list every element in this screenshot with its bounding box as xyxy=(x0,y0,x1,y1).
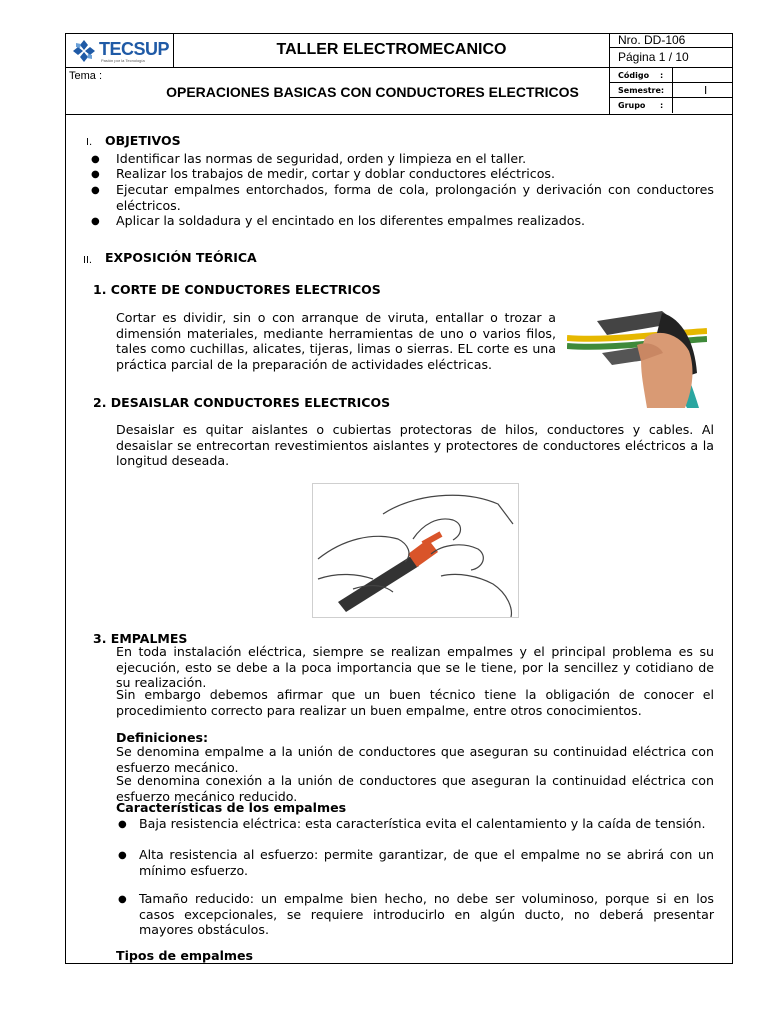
logo-subtitle: Pasión por la Tecnología xyxy=(101,58,145,63)
tecsup-logo-icon xyxy=(71,38,97,64)
grupo-colon: : xyxy=(660,101,664,110)
objective-item: Realizar los trabajos de medir, cortar y doblar conductores eléctricos. xyxy=(116,166,555,181)
definition-conexion: Se denomina conexión a la unión de conductores que aseguran la continuidad eléctrica con esfuerzo mecánico reducido. xyxy=(116,773,714,804)
definition-empalme: Se denomina empalme a la unión de conductores que aseguran su continuidad eléctrica con esfuerzo mecánico. xyxy=(116,744,714,775)
course-info-cell xyxy=(610,68,733,114)
subsection-3-paragraph-2: Sin embargo debemos afirmar que un buen técnico tiene la obligación de conocer el procedimiento correcto para realizar un buen empalme, entre otros conocimientos. xyxy=(116,687,714,718)
semestre-row xyxy=(610,83,733,98)
subsection-2-text: Desaislar es quitar aislantes o cubiertas protectoras de hilos, conductores y cables. Al desaislar se entrecortan revestimientos aislantes y protectores de conductores eléctricos a la longitud deseada. xyxy=(116,422,714,468)
divider xyxy=(672,98,673,113)
objective-item: Aplicar la soldadura y el encintado en los diferentes empalmes realizados. xyxy=(116,213,586,228)
doc-info-cell xyxy=(610,33,733,67)
logo-cell xyxy=(65,33,174,67)
bullet-icon: ● xyxy=(118,819,127,830)
tema-title: OPERACIONES BASICAS CON CONDUCTORES ELECTRICOS xyxy=(166,84,579,100)
bullet-icon: ● xyxy=(118,894,127,905)
bullet-icon: ● xyxy=(91,169,100,180)
characteristic-item: Baja resistencia eléctrica: esta característica evita el calentamiento y la caída de tensión. xyxy=(139,816,706,831)
characteristics-title: Características de los empalmes xyxy=(116,800,347,815)
objective-item: Identificar las normas de seguridad, orden y limpieza en el taller. xyxy=(116,151,527,166)
tema-label: Tema : xyxy=(69,70,103,82)
definitions-title: Definiciones: xyxy=(116,730,209,745)
subsection-3-title: 3. EMPALMES xyxy=(93,631,188,646)
header-row-2 xyxy=(65,68,733,115)
bullet-icon: ● xyxy=(118,850,127,861)
section-1-title: OBJETIVOS xyxy=(105,133,181,148)
subsection-1-title: 1. CORTE DE CONDUCTORES ELECTRICOS xyxy=(93,282,381,297)
cable-cutter-photo xyxy=(567,283,707,411)
section-2-title: EXPOSICIÓN TEÓRICA xyxy=(105,250,257,265)
semestre-label: Semestre: xyxy=(618,86,665,95)
codigo-colon: : xyxy=(660,71,664,80)
section-1-number: I. xyxy=(86,137,93,148)
bullet-icon: ● xyxy=(91,216,100,227)
bullet-icon: ● xyxy=(91,185,100,196)
characteristic-item: Alta resistencia al esfuerzo: permite garantizar, de que el empalme no se abrirá con un mínimo esfuerzo. xyxy=(139,847,714,878)
document-title: TALLER ELECTROMECANICO xyxy=(174,33,610,67)
semestre-value: I xyxy=(704,84,708,97)
divider xyxy=(672,68,673,83)
doc-number: Nro. DD-106 xyxy=(610,33,733,48)
section-2-number: II. xyxy=(83,255,93,266)
tema-cell xyxy=(65,68,610,114)
subsection-3-paragraph-1: En toda instalación eléctrica, siempre se realizan empalmes y el principal problema es su ejecución, esto se debe a la poca importancia que se le tiene, por la sencillez y cotidiano de su realización. xyxy=(116,644,714,690)
divider xyxy=(672,83,673,98)
characteristic-item: Tamaño reducido: un empalme bien hecho, no debe ser voluminoso, porque si en los casos excepcionales, se requiere introducirlo en algún ducto, no deberá presentar mayores obstáculos. xyxy=(139,891,714,937)
page-number: Página 1 / 10 xyxy=(618,50,689,64)
logo-text: TECSUP xyxy=(99,39,170,59)
cable-cutter-illustration xyxy=(567,283,707,411)
bullet-icon: ● xyxy=(91,154,100,165)
grupo-row xyxy=(610,98,733,114)
codigo-row xyxy=(610,68,733,83)
objective-item: Ejecutar empalmes entorchados, forma de cola, prolongación y derivación con conductores eléctricos. xyxy=(116,182,714,213)
codigo-label: Código xyxy=(618,71,650,80)
subsection-1-text: Cortar es dividir, sin o con arranque de viruta, entallar o trozar a dimensión materiales, mediante herramientas de uno o varios filos, tales como cuchillas, alicates, tijeras, limas o sierras. EL corte es una práctica parcial de la preparación de actividades eléctricas. xyxy=(116,310,556,372)
wire-stripping-drawing xyxy=(312,483,519,618)
tecsup-logo xyxy=(71,38,171,64)
wire-stripping-illustration xyxy=(313,484,518,617)
subsection-2-title: 2. DESAISLAR CONDUCTORES ELECTRICOS xyxy=(93,395,391,410)
grupo-label: Grupo xyxy=(618,101,646,110)
tipos-title: Tipos de empalmes xyxy=(116,948,254,963)
header-row-1 xyxy=(65,33,733,68)
